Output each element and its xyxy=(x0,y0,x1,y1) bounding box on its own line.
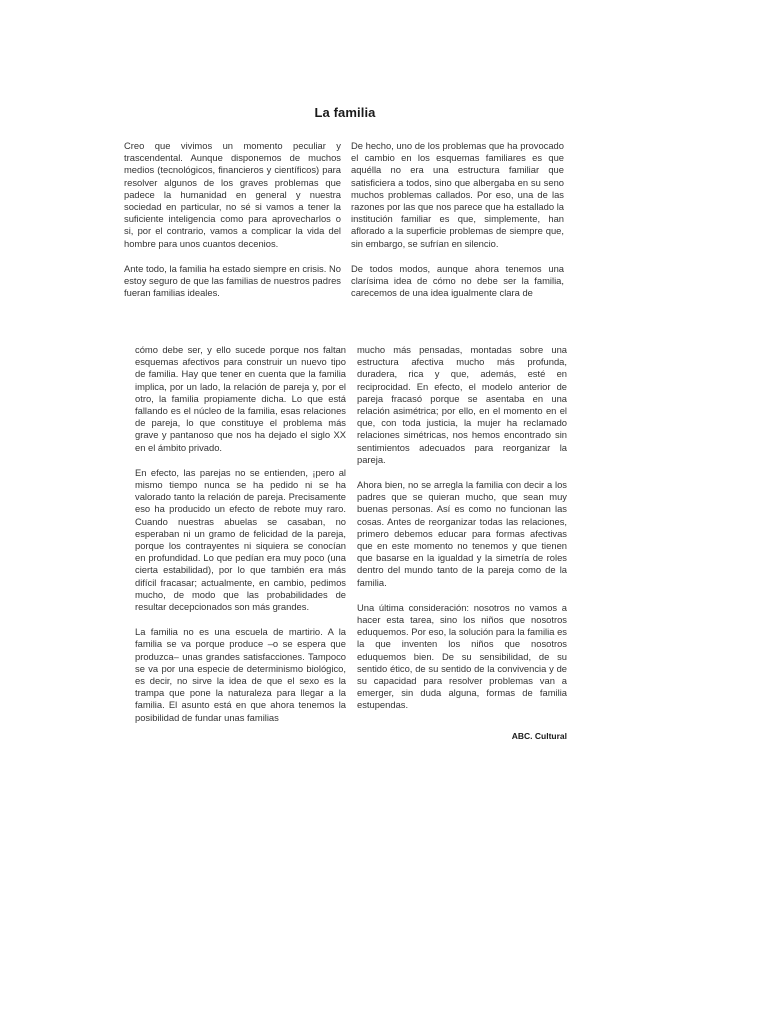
paragraph: De hecho, uno de los problemas que ha provocado el cambio en los esquemas familiares es que aquélla no era una estructura familiar que satisficiera a todos, sino que albergaba en su seno muchos problemas callados. Por eso, una de las razones por las que nos parece que ha estallado la institución familiar es que, simplemente, han aflorado a la superficie problemas de siempre que, sin embargo, se sufrían en silencio. xyxy=(351,140,564,249)
page-title: La familia xyxy=(314,104,376,120)
paragraph: De todos modos, aunque ahora tenemos una clarísima idea de cómo no debe ser la familia, carecemos de una idea igualmente clara de xyxy=(351,262,564,299)
paragraph: cómo debe ser, y ello sucede porque nos faltan esquemas afectivos para construir un nuevo tipo de familia. Hay que tener en cuenta que la familia implica, por un lado, la relación de pareja y, por el otro, la familia propiamente dicha. Lo que está fallando es el núcleo de la familia, esas relaciones de pareja, lo que constituye el problema más grave y pantanoso que nos ha dejado el siglo XX en el ámbito privado. xyxy=(135,344,346,453)
article-column-top-right xyxy=(351,140,564,316)
paragraph: Creo que vivimos un momento peculiar y trascendental. Aunque disponemos de muchos medios (tecnológicos, financieros y científicos) para resolver algunos de los graves problemas que padece la humanidad en general y nuestra sociedad en particular, no sé si vamos a tener la suficiente inteligencia como para aprovecharlos o si, por el contrario, vamos a complicar la vida del hombre para unos cuantos decenios. xyxy=(124,140,341,249)
source-signature: ABC. Cultural xyxy=(511,730,567,741)
paragraph: La familia no es una escuela de martirio. A la familia se va porque produce –o se espera que produzca– unas grandes satisfacciones. Tampoco se va por una especie de determinismo biológico, es decir, no sirve la idea de que el sexo es la trampa que pone la naturaleza para llegar a la familia. El asunto está en que ahora tenemos la posibilidad de fundar unas familias xyxy=(135,626,346,723)
paragraph: Ante todo, la familia ha estado siempre en crisis. No estoy seguro de que las familias de nuestros padres fueran familias ideales. xyxy=(124,262,341,299)
article-column-top-left xyxy=(124,140,341,316)
paragraph: En efecto, las parejas no se entienden, ¡pero al mismo tiempo nunca se ha pedido ni se ha valorado tanto la relación de pareja. Precisamente eso ha producido un efecto de rebote muy raro. Cuando nuestras abuelas se casaban, no esperaban ni un gramo de felicidad de la pareja, porque los contrayentes ni siquiera se conocían en profundidad. Lo que pedían era muy poco (una cierta estabilidad), por lo que también era más difícil fracasar; actualmente, en cambio, pedimos mucho, de modo que las probabilidades de resultar decepcionados son más grandes. xyxy=(135,466,346,613)
article-column-bottom-right xyxy=(357,344,567,742)
paragraph: mucho más pensadas, montadas sobre una estructura afectiva mucho más profunda, duradera, rica y que, además, esté en reciprocidad. En efecto, el modelo anterior de pareja fracasó porque se asentaba en una relación asimétrica; por ello, en el momento en el que, con toda justicia, la mujer ha reclamado relaciones simétricas, nos hemos encontrado sin sentimientos adecuados para reorganizar la pareja. xyxy=(357,344,567,465)
paragraph: Ahora bien, no se arregla la familia con decir a los padres que se quieran mucho, que sean muy buenas personas. Así es como no funcionan las cosas. Antes de reorganizar todas las relaciones, primero debemos educar para formas afectivas que en este momento no tenemos y que tienen que basarse en la igualdad y la simetría de roles dentro del mundo tanto de la pareja como de la familia. xyxy=(357,479,567,588)
article-column-bottom-left xyxy=(135,344,346,724)
paragraph: Una última consideración: nosotros no vamos a hacer esta tarea, sino los niños que nosotros eduquemos. Por eso, la solución para la familia es la que inventen los niños que nosotros eduquemos bien. De su sensibilidad, de su sentido ético, de su sentido de la convivencia y de su capacidad para resolver problemas van a emerger, sin duda alguna, formas de familia estupendas. xyxy=(357,601,567,711)
